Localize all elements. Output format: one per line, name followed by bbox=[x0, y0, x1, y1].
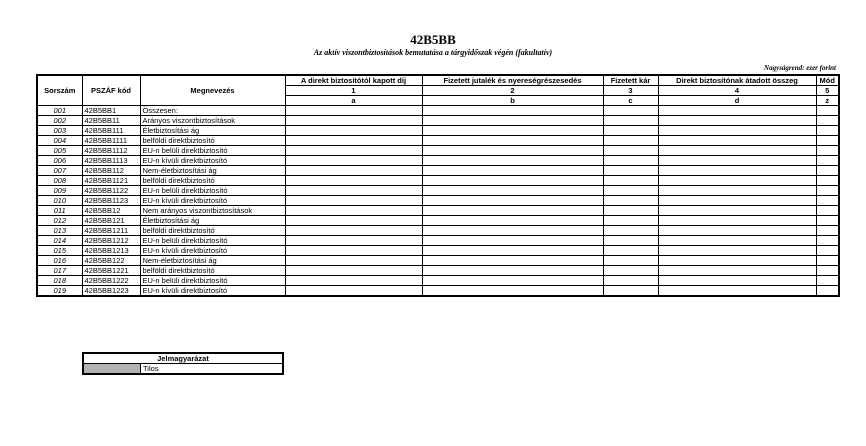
cell-col-1[interactable] bbox=[285, 136, 422, 146]
table-row bbox=[37, 226, 839, 236]
cell-col-4[interactable] bbox=[658, 206, 816, 216]
cell-col-1[interactable] bbox=[285, 286, 422, 297]
table-row bbox=[37, 136, 839, 146]
cell-col-1[interactable] bbox=[285, 156, 422, 166]
col-letter-z: z bbox=[816, 96, 839, 106]
table-row bbox=[37, 176, 839, 186]
table-row bbox=[37, 266, 839, 276]
cell-col-4[interactable] bbox=[658, 286, 816, 297]
cell-col-3[interactable] bbox=[603, 136, 658, 146]
cell-col-5[interactable] bbox=[816, 226, 839, 236]
cell-col-4[interactable] bbox=[658, 256, 816, 266]
row-pszaf-kod: 42B5BB1 bbox=[82, 106, 140, 116]
cell-col-5[interactable] bbox=[816, 156, 839, 166]
table-row bbox=[37, 116, 839, 126]
cell-col-2[interactable] bbox=[422, 246, 603, 256]
cell-col-5[interactable] bbox=[816, 216, 839, 226]
row-pszaf-kod: 42B5BB122 bbox=[82, 256, 140, 266]
row-sorszam: 013 bbox=[37, 226, 82, 236]
cell-col-5[interactable] bbox=[816, 246, 839, 256]
cell-col-1[interactable] bbox=[285, 226, 422, 236]
col-letter-d: d bbox=[658, 96, 816, 106]
row-pszaf-kod: 42B5BB1222 bbox=[82, 276, 140, 286]
col-number-5: 5 bbox=[816, 86, 839, 96]
cell-col-4[interactable] bbox=[658, 176, 816, 186]
cell-col-4[interactable] bbox=[658, 156, 816, 166]
table-row bbox=[37, 166, 839, 176]
cell-col-2[interactable] bbox=[422, 156, 603, 166]
col-letter-b: b bbox=[422, 96, 603, 106]
row-pszaf-kod: 42B5BB1121 bbox=[82, 176, 140, 186]
row-pszaf-kod: 42B5BB111 bbox=[82, 126, 140, 136]
table-row bbox=[37, 286, 839, 297]
form-subtitle: Az aktív viszontbiztosítások bemutatása a tárgyidőszak végén (fakultatív) bbox=[313, 48, 553, 57]
row-sorszam: 017 bbox=[37, 266, 82, 276]
header-pszaf-kod: PSZÁF kód bbox=[82, 75, 140, 106]
table-row bbox=[37, 236, 839, 246]
cell-col-1[interactable] bbox=[285, 186, 422, 196]
table-row bbox=[37, 276, 839, 286]
cell-col-1[interactable] bbox=[285, 126, 422, 136]
row-megnevezes: EU-n kívüli direktbiztosító bbox=[140, 196, 285, 206]
table-row bbox=[37, 126, 839, 136]
cell-col-3[interactable] bbox=[603, 116, 658, 126]
row-pszaf-kod: 42B5BB1111 bbox=[82, 136, 140, 146]
cell-col-3[interactable] bbox=[603, 246, 658, 256]
cell-col-1[interactable] bbox=[285, 146, 422, 156]
cell-col-4[interactable] bbox=[658, 266, 816, 276]
row-megnevezes: EU-n kívüli direktbiztosító bbox=[140, 286, 285, 297]
header-col-2: Fizetett jutalék és nyereségrészesedés bbox=[422, 75, 603, 86]
row-pszaf-kod: 42B5BB1211 bbox=[82, 226, 140, 236]
row-megnevezes: belföldi direktbiztosító bbox=[140, 226, 285, 236]
cell-col-5[interactable] bbox=[816, 186, 839, 196]
cell-col-5[interactable] bbox=[816, 136, 839, 146]
cell-col-1[interactable] bbox=[285, 246, 422, 256]
legend-swatch-tilos bbox=[83, 364, 141, 375]
cell-col-5[interactable] bbox=[816, 106, 839, 116]
cell-col-2[interactable] bbox=[422, 106, 603, 116]
table-row bbox=[37, 246, 839, 256]
row-megnevezes: EU-n belüli direktbiztosító bbox=[140, 236, 285, 246]
row-megnevezes: EU-n kívüli direktbiztosító bbox=[140, 246, 285, 256]
cell-col-4[interactable] bbox=[658, 166, 816, 176]
table-row bbox=[37, 106, 839, 116]
col-number-4: 4 bbox=[658, 86, 816, 96]
row-sorszam: 012 bbox=[37, 216, 82, 226]
cell-col-3[interactable] bbox=[603, 206, 658, 216]
cell-col-3[interactable] bbox=[603, 176, 658, 186]
cell-col-4[interactable] bbox=[658, 236, 816, 246]
legend-table bbox=[82, 352, 284, 375]
cell-col-2[interactable] bbox=[422, 216, 603, 226]
cell-col-2[interactable] bbox=[422, 116, 603, 126]
cell-col-4[interactable] bbox=[658, 196, 816, 206]
row-megnevezes: Nem arányos viszontbiztosítások bbox=[140, 206, 285, 216]
row-pszaf-kod: 42B5BB121 bbox=[82, 216, 140, 226]
cell-col-2[interactable] bbox=[422, 206, 603, 216]
cell-col-3[interactable] bbox=[603, 196, 658, 206]
row-pszaf-kod: 42B5BB1113 bbox=[82, 156, 140, 166]
row-pszaf-kod: 42B5BB1123 bbox=[82, 196, 140, 206]
col-letter-a: a bbox=[285, 96, 422, 106]
cell-col-5[interactable] bbox=[816, 286, 839, 297]
row-sorszam: 006 bbox=[37, 156, 82, 166]
cell-col-4[interactable] bbox=[658, 276, 816, 286]
row-sorszam: 008 bbox=[37, 176, 82, 186]
report-table bbox=[36, 74, 840, 297]
cell-col-4[interactable] bbox=[658, 246, 816, 256]
cell-col-2[interactable] bbox=[422, 236, 603, 246]
cell-col-3[interactable] bbox=[603, 186, 658, 196]
cell-col-2[interactable] bbox=[422, 256, 603, 266]
cell-col-3[interactable] bbox=[603, 126, 658, 136]
cell-col-5[interactable] bbox=[816, 276, 839, 286]
form-code-title: 42B5BB bbox=[410, 32, 456, 47]
cell-col-4[interactable] bbox=[658, 136, 816, 146]
header-sorszam: Sorszám bbox=[37, 75, 82, 106]
row-pszaf-kod: 42B5BB1122 bbox=[82, 186, 140, 196]
row-megnevezes: EU-n belüli direktbiztosító bbox=[140, 146, 285, 156]
table-row bbox=[37, 196, 839, 206]
cell-col-5[interactable] bbox=[816, 176, 839, 186]
cell-col-1[interactable] bbox=[285, 206, 422, 216]
cell-col-3[interactable] bbox=[603, 156, 658, 166]
cell-col-1[interactable] bbox=[285, 116, 422, 126]
cell-col-5[interactable] bbox=[816, 116, 839, 126]
row-pszaf-kod: 42B5BB1212 bbox=[82, 236, 140, 246]
header-megnevezes: Megnevezés bbox=[140, 75, 285, 106]
row-pszaf-kod: 42B5BB1213 bbox=[82, 246, 140, 256]
cell-col-2[interactable] bbox=[422, 286, 603, 297]
cell-col-3[interactable] bbox=[603, 286, 658, 297]
legend-title: Jelmagyarázat bbox=[83, 353, 283, 364]
cell-col-3[interactable] bbox=[603, 216, 658, 226]
row-megnevezes: Arányos viszontbiztosítások bbox=[140, 116, 285, 126]
cell-col-2[interactable] bbox=[422, 186, 603, 196]
cell-col-1[interactable] bbox=[285, 106, 422, 116]
row-sorszam: 015 bbox=[37, 246, 82, 256]
table-row bbox=[37, 146, 839, 156]
header-col-1: A direkt biztosítótól kapott díj bbox=[285, 75, 422, 86]
cell-col-4[interactable] bbox=[658, 226, 816, 236]
unit-label: Nagyságrend: ezer forint bbox=[764, 64, 836, 72]
row-megnevezes: belföldi direktbiztosító bbox=[140, 266, 285, 276]
row-megnevezes: EU-n kívüli direktbiztosító bbox=[140, 156, 285, 166]
row-sorszam: 007 bbox=[37, 166, 82, 176]
row-pszaf-kod: 42B5BB112 bbox=[82, 166, 140, 176]
cell-col-1[interactable] bbox=[285, 266, 422, 276]
row-megnevezes: EU-n belüli direktbiztosító bbox=[140, 186, 285, 196]
cell-col-5[interactable] bbox=[816, 166, 839, 176]
row-sorszam: 011 bbox=[37, 206, 82, 216]
cell-col-5[interactable] bbox=[816, 126, 839, 136]
row-megnevezes: Nem-életbiztosítási ág bbox=[140, 166, 285, 176]
cell-col-1[interactable] bbox=[285, 276, 422, 286]
row-sorszam: 004 bbox=[37, 136, 82, 146]
row-sorszam: 005 bbox=[37, 146, 82, 156]
row-sorszam: 018 bbox=[37, 276, 82, 286]
table-row bbox=[37, 156, 839, 166]
table-row bbox=[37, 216, 839, 226]
table-row bbox=[37, 206, 839, 216]
col-number-2: 2 bbox=[422, 86, 603, 96]
row-sorszam: 003 bbox=[37, 126, 82, 136]
cell-col-4[interactable] bbox=[658, 146, 816, 156]
col-letter-c: c bbox=[603, 96, 658, 106]
row-megnevezes: Összesen: bbox=[140, 106, 285, 116]
cell-col-3[interactable] bbox=[603, 256, 658, 266]
header-col-5: Mód bbox=[816, 75, 839, 86]
cell-col-5[interactable] bbox=[816, 256, 839, 266]
col-number-1: 1 bbox=[285, 86, 422, 96]
row-megnevezes: belföldi direktbiztosító bbox=[140, 136, 285, 146]
row-sorszam: 009 bbox=[37, 186, 82, 196]
row-megnevezes: Életbiztosítási ág bbox=[140, 126, 285, 136]
cell-col-3[interactable] bbox=[603, 146, 658, 156]
cell-col-2[interactable] bbox=[422, 136, 603, 146]
cell-col-1[interactable] bbox=[285, 216, 422, 226]
cell-col-3[interactable] bbox=[603, 276, 658, 286]
cell-col-3[interactable] bbox=[603, 166, 658, 176]
cell-col-5[interactable] bbox=[816, 206, 839, 216]
row-sorszam: 010 bbox=[37, 196, 82, 206]
row-megnevezes: EU-n belüli direktbiztosító bbox=[140, 276, 285, 286]
cell-col-3[interactable] bbox=[603, 236, 658, 246]
row-pszaf-kod: 42B5BB1221 bbox=[82, 266, 140, 276]
legend-label-tilos: Tilos bbox=[141, 364, 284, 375]
cell-col-2[interactable] bbox=[422, 266, 603, 276]
col-number-3: 3 bbox=[603, 86, 658, 96]
cell-col-2[interactable] bbox=[422, 146, 603, 156]
cell-col-2[interactable] bbox=[422, 166, 603, 176]
cell-col-1[interactable] bbox=[285, 166, 422, 176]
row-pszaf-kod: 42B5BB1223 bbox=[82, 286, 140, 297]
row-pszaf-kod: 42B5BB11 bbox=[82, 116, 140, 126]
cell-col-4[interactable] bbox=[658, 216, 816, 226]
row-sorszam: 014 bbox=[37, 236, 82, 246]
cell-col-2[interactable] bbox=[422, 276, 603, 286]
cell-col-5[interactable] bbox=[816, 266, 839, 276]
table-row bbox=[37, 256, 839, 266]
row-megnevezes: Életbiztosítási ág bbox=[140, 216, 285, 226]
cell-col-2[interactable] bbox=[422, 196, 603, 206]
row-pszaf-kod: 42B5BB1112 bbox=[82, 146, 140, 156]
table-row bbox=[37, 186, 839, 196]
row-sorszam: 019 bbox=[37, 286, 82, 297]
cell-col-1[interactable] bbox=[285, 196, 422, 206]
row-pszaf-kod: 42B5BB12 bbox=[82, 206, 140, 216]
row-megnevezes: belföldi direktbiztosító bbox=[140, 176, 285, 186]
cell-col-2[interactable] bbox=[422, 226, 603, 236]
cell-col-3[interactable] bbox=[603, 226, 658, 236]
cell-col-4[interactable] bbox=[658, 106, 816, 116]
row-sorszam: 016 bbox=[37, 256, 82, 266]
cell-col-2[interactable] bbox=[422, 126, 603, 136]
cell-col-5[interactable] bbox=[816, 196, 839, 206]
cell-col-5[interactable] bbox=[816, 236, 839, 246]
cell-col-1[interactable] bbox=[285, 256, 422, 266]
row-megnevezes: Nem-életbiztosítási ág bbox=[140, 256, 285, 266]
cell-col-4[interactable] bbox=[658, 126, 816, 136]
cell-col-4[interactable] bbox=[658, 186, 816, 196]
cell-col-3[interactable] bbox=[603, 266, 658, 276]
row-sorszam: 002 bbox=[37, 116, 82, 126]
cell-col-1[interactable] bbox=[285, 176, 422, 186]
cell-col-2[interactable] bbox=[422, 176, 603, 186]
cell-col-3[interactable] bbox=[603, 106, 658, 116]
header-col-4: Direkt biztosítónak átadott összeg bbox=[658, 75, 816, 86]
cell-col-4[interactable] bbox=[658, 116, 816, 126]
header-col-3: Fizetett kár bbox=[603, 75, 658, 86]
cell-col-5[interactable] bbox=[816, 146, 839, 156]
cell-col-1[interactable] bbox=[285, 236, 422, 246]
row-sorszam: 001 bbox=[37, 106, 82, 116]
